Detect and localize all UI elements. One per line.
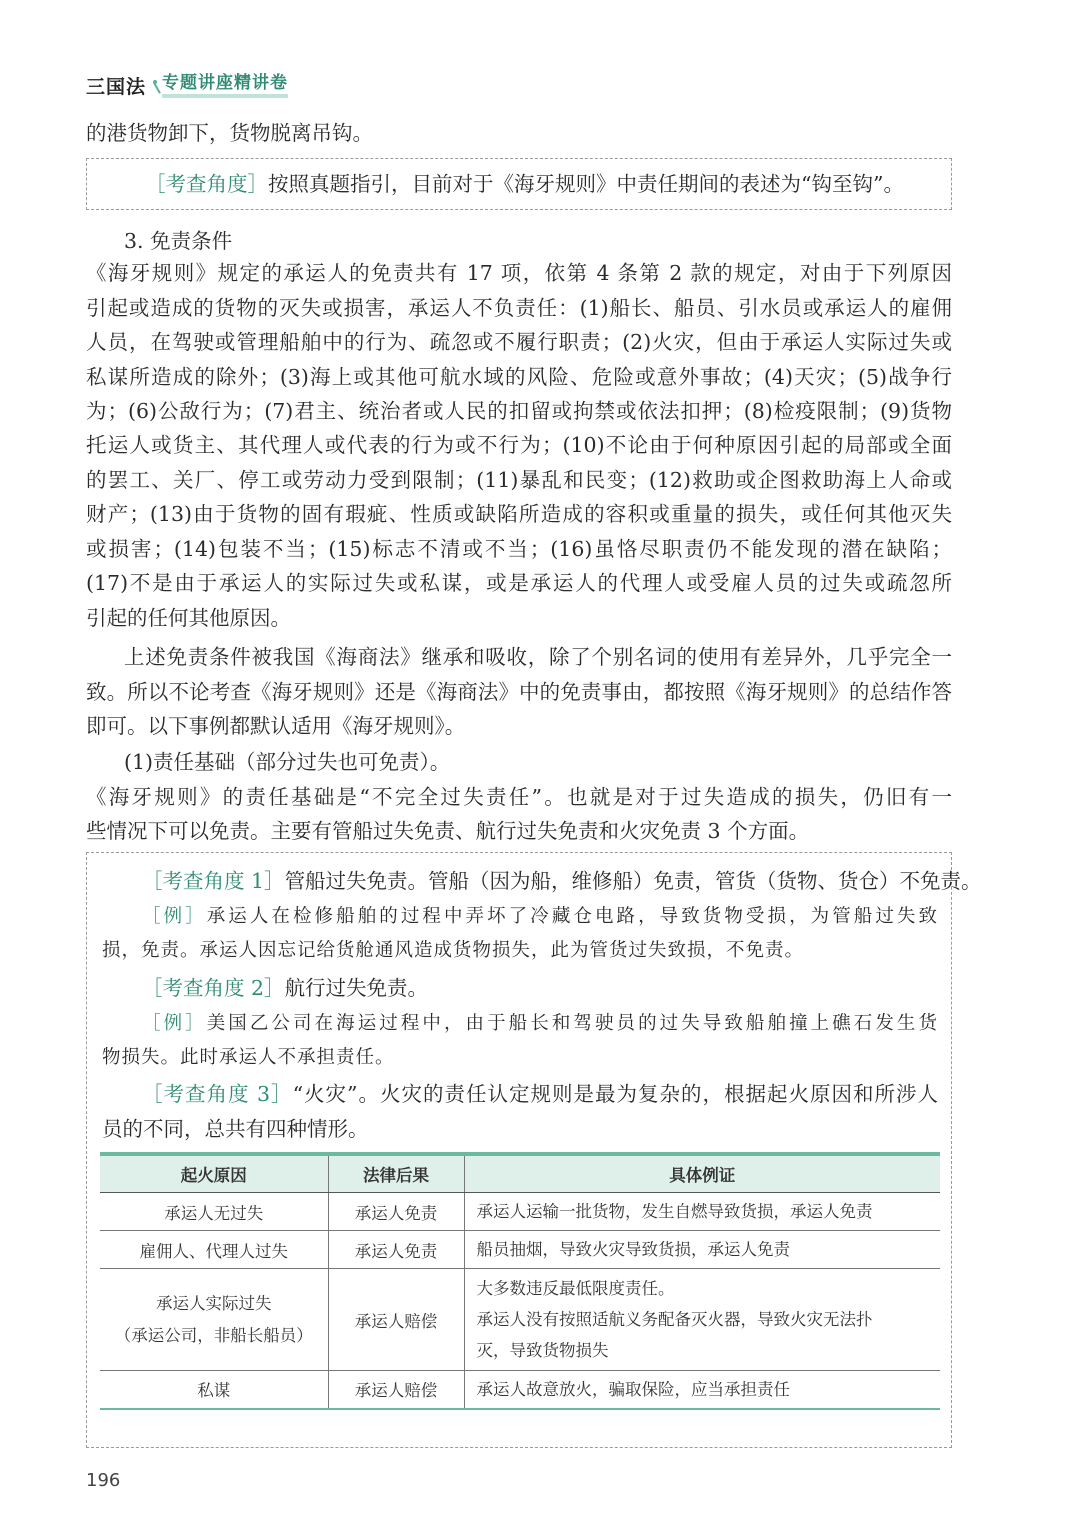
exam-angle-3-cont: 员的不同，总共有四种情形。 (102, 1117, 369, 1141)
section-title: 3. 免责条件 (124, 229, 233, 253)
cause-cell: 承运人无过失 (100, 1193, 328, 1231)
header-separator-icon (150, 78, 160, 92)
angle-text: “火灾”。火灾的责任认定规则是最为复杂的，根据起火原因和所涉人 (292, 1082, 938, 1106)
example-line: 承运人没有按照适航义务配备灭火器，导致火灾无法扑 (476, 1310, 873, 1329)
running-header (86, 72, 288, 98)
column-header: 具体例证 (464, 1154, 940, 1193)
table-row (100, 1193, 940, 1231)
example-1-line: 损，免责。承运人因忘记给货舱通风造成货物损失，此为管货过失致损，不免责。 (102, 940, 805, 961)
exam-angle-note (145, 167, 904, 201)
paragraph-line: 引起或造成的货物的灭失或损害，承运人不负责任：(1)船长、船员、引水员或承运人的雇佣 (86, 296, 952, 320)
paragraph-line: 《海牙规则》的责任基础是“不完全过失责任”。也就是对于过失造成的损失，仍旧有一 (86, 785, 952, 809)
example-text: 美国乙公司在海运过程中，由于船长和驾驶员的过失导致船舶撞上礁石发生货 (206, 1013, 938, 1034)
paragraph-line: 《海牙规则》规定的承运人的免责共有 17 项，依第 4 条第 2 款的规定，对由于下列原因 (86, 261, 952, 285)
exam-angle-1 (142, 864, 982, 898)
page-number: 196 (86, 1470, 121, 1491)
table-row (100, 1269, 940, 1371)
example-cell (464, 1269, 940, 1371)
paragraph-line: 财产；(13)由于货物的固有瑕疵、性质或缺陷所造成的容积或重量的损失，或任何其他灭失 (86, 502, 952, 526)
example-1-line (142, 900, 938, 934)
example-text: 承运人在检修船舶的过程中弄坏了冷藏仓电路，导致货物受损，为管船过失致 (206, 906, 938, 927)
cause-cell: 私谋 (100, 1371, 328, 1409)
cause-line: （承运公司，非船长船员） (114, 1325, 313, 1345)
example-2-line: 物损失。此时承运人不承担责任。 (102, 1047, 395, 1068)
paragraph-line: 或损害；(14)包装不当；(15)标志不清或不当；(16)虽恪尽职责仍不能发现的潜在缺陷； (86, 537, 952, 561)
note-tag: ［考查角度］ (145, 172, 268, 196)
exam-angle-note-box (86, 158, 952, 210)
example-tag: ［例］ (142, 906, 207, 927)
continued-text: 的港货物卸下，货物脱离吊钩。 (86, 121, 373, 145)
result-cell: 承运人赔偿 (328, 1269, 464, 1371)
paragraph-line: 的罢工、关厂、停工或劳动力受到限制；(11)暴乱和民变；(12)救助或企图救助海上人命或 (86, 468, 952, 492)
angle-text: 管船过失免责。管船（因为船，维修船）免责，管货（货物、货仓）不免责。 (284, 869, 982, 893)
exam-angle-3 (142, 1077, 938, 1111)
result-cell: 承运人赔偿 (328, 1371, 464, 1409)
example-line: 灭，导致货物损失 (476, 1341, 609, 1360)
cause-cell: 雇佣人、代理人过失 (100, 1231, 328, 1269)
example-cell: 承运人运输一批货物，发生自燃导致货损，承运人免责 (464, 1193, 940, 1231)
result-cell: 承运人免责 (328, 1193, 464, 1231)
book-title: 三国法 (86, 75, 147, 98)
table-header-row (100, 1154, 940, 1193)
exam-angle-2 (142, 971, 942, 1005)
paragraph-line: 即可。以下事例都默认适用《海牙规则》。 (86, 714, 466, 738)
example-cell: 承运人故意放火，骗取保险，应当承担责任 (464, 1371, 940, 1409)
cause-line: 承运人实际过失 (156, 1293, 272, 1313)
table-row (100, 1231, 940, 1269)
column-header: 起火原因 (100, 1154, 328, 1193)
paragraph-line: 人员，在驾驶或管理船舶中的行为、疏忽或不履行职责；(2)火灾，但由于承运人实际过失或 (86, 330, 952, 354)
series-title: 专题讲座精讲卷 (162, 73, 288, 98)
subheading: (1)责任基础（部分过失也可免责）。 (124, 750, 451, 774)
note-text: 按照真题指引，目前对于《海牙规则》中责任期间的表述为“钩至钩”。 (268, 172, 904, 196)
column-header: 法律后果 (328, 1154, 464, 1193)
paragraph-line: 致。所以不论考查《海牙规则》还是《海商法》中的免责事由，都按照《海牙规则》的总结作答 (86, 680, 952, 704)
example-line: 大多数违反最低限度责任。 (476, 1279, 675, 1298)
fire-liability-table (100, 1152, 940, 1410)
paragraph-line: 托运人或货主、其代理人或代表的行为或不行为；(10)不论由于何种原因引起的局部或全面 (86, 433, 952, 457)
example-cell: 船员抽烟，导致火灾导致货损，承运人免责 (464, 1231, 940, 1269)
paragraph-line: 为；(6)公敌行为；(7)君主、统治者或人民的扣留或拘禁或依法扣押；(8)检疫限制；(9)货物 (86, 399, 952, 423)
angle-text: 航行过失免责。 (284, 976, 429, 1000)
angle-tag: ［考查角度 1］ (142, 869, 285, 893)
angle-tag: ［考查角度 2］ (142, 976, 285, 1000)
angle-tag: ［考查角度 3］ (142, 1082, 293, 1106)
paragraph-line: 引起的任何其他原因。 (86, 606, 291, 630)
table-row (100, 1371, 940, 1409)
paragraph-line: 私谋所造成的除外；(3)海上或其他可航水域的风险、危险或意外事故；(4)天灾；(5)战争行 (86, 365, 952, 389)
cause-cell (100, 1269, 328, 1371)
example-2-line (142, 1007, 938, 1041)
result-cell: 承运人免责 (328, 1231, 464, 1269)
paragraph-line: (17)不是由于承运人的实际过失或私谋，或是承运人的代理人或受雇人员的过失或疏忽所 (86, 571, 952, 595)
example-tag: ［例］ (142, 1013, 207, 1034)
paragraph-line: 上述免责条件被我国《海商法》继承和吸收，除了个别名词的使用有差异外，几乎完全一 (124, 645, 952, 669)
paragraph-line: 些情况下可以免责。主要有管船过失免责、航行过失免责和火灾免责 3 个方面。 (86, 819, 810, 843)
